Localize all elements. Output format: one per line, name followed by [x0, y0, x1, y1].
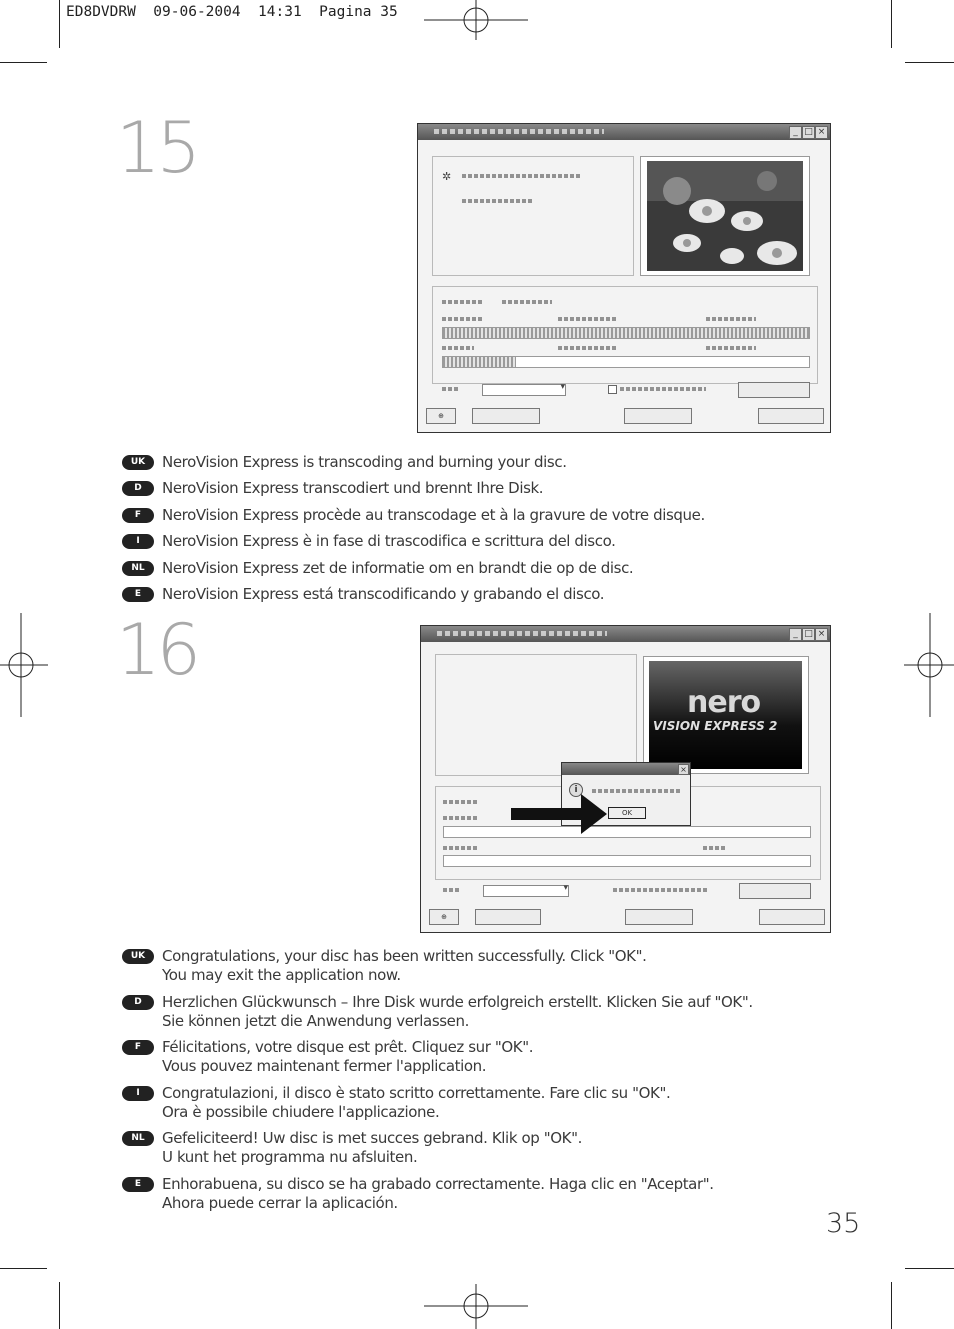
abort-button[interactable]	[758, 408, 824, 424]
vision-express-wordmark: VISION EXPRESS 2	[653, 719, 778, 733]
info-field	[443, 855, 811, 867]
minimize-icon: _	[789, 126, 802, 139]
translation-text: Herzlichen Glückwunsch – Ihre Disk wurde erfolgreich erstellt. Klicken Sie auf "OK".	[162, 992, 753, 1011]
language-badge: UK	[122, 949, 154, 964]
speed-select[interactable]	[483, 885, 569, 897]
status-line	[462, 199, 532, 203]
translation-text: NeroVision Express procède au transcodage et à la gravure de votre disque.	[162, 505, 705, 524]
info-line	[443, 846, 479, 850]
nero-logo	[649, 661, 802, 769]
options-button[interactable]	[739, 883, 811, 899]
progress-line	[706, 317, 756, 321]
translation-text: Félicitations, votre disque est prêt. Cliquez sur "OK".	[162, 1038, 534, 1057]
translation-text: Ahora puede cerrar la aplicación.	[162, 1194, 398, 1212]
registration-mark-icon	[0, 613, 48, 717]
status-line	[462, 174, 582, 178]
flower-photo-image	[647, 161, 803, 271]
progress-line	[442, 300, 482, 304]
language-badge: E	[122, 1177, 154, 1192]
step-number: 16	[116, 609, 198, 691]
language-badge: UK	[122, 455, 154, 470]
crop-mark	[905, 62, 954, 63]
nero-wordmark: nero	[687, 685, 761, 720]
translation-text: U kunt het programma nu afsluiten.	[162, 1148, 418, 1167]
page-number: 35	[826, 1208, 861, 1239]
translation-text: NeroVision Express transcodiert und brennt Ihre Disk.	[162, 479, 544, 498]
language-badge: F	[122, 508, 154, 523]
close-icon: ×	[815, 126, 828, 139]
translation-text: Ora è possibile chiudere l'applicazione.	[162, 1102, 440, 1121]
translation-text: Gefeliciteerd! Uw disc is met succes gebrand. Klik op "OK".	[162, 1129, 582, 1148]
help-button[interactable]: ⊕	[429, 909, 459, 925]
screenshot-burning-progress	[417, 123, 831, 433]
progress-line	[706, 346, 756, 350]
language-badge: D	[122, 481, 154, 496]
language-badge: NL	[122, 561, 154, 576]
registration-mark-icon	[424, 0, 528, 40]
save-button[interactable]	[625, 909, 693, 925]
progress-line	[442, 317, 482, 321]
language-badge: F	[122, 1040, 154, 1055]
screenshot-burn-complete	[420, 625, 831, 933]
shutdown-checkbox[interactable]	[608, 385, 617, 394]
option-label	[613, 888, 709, 892]
option-label	[442, 387, 458, 391]
maximize-icon: □	[802, 628, 815, 641]
translation-text: NeroVision Express está transcodificando y grabando el disco.	[162, 585, 605, 603]
translation-text: NeroVision Express zet de informatie om en brandt die op de disc.	[162, 558, 634, 577]
close-icon: ×	[815, 628, 828, 641]
burning-progress-bar	[442, 356, 810, 368]
info-icon: i	[569, 783, 583, 797]
translation-text: You may exit the application now.	[162, 966, 401, 984]
transcoding-progress-bar	[442, 327, 810, 339]
pointer-arrow-icon	[511, 792, 607, 836]
language-badge: D	[122, 995, 154, 1010]
info-line	[443, 800, 479, 804]
gear-icon: ✲	[442, 170, 452, 183]
help-button[interactable]: ⊕	[426, 408, 456, 424]
window-title	[434, 129, 604, 134]
crop-mark	[0, 62, 47, 63]
crop-mark	[59, 1282, 60, 1329]
translation-text: Sie können jetzt die Anwendung verlassen.	[162, 1011, 469, 1030]
progress-line	[558, 317, 618, 321]
speed-select[interactable]	[482, 384, 566, 396]
registration-mark-icon	[904, 613, 954, 717]
status-group	[435, 654, 637, 776]
info-line	[443, 816, 479, 820]
language-badge: E	[122, 587, 154, 602]
language-badge: I	[122, 1086, 154, 1101]
save-button[interactable]	[624, 408, 692, 424]
dialog-ok-button[interactable]: OK	[608, 807, 646, 819]
more-button[interactable]	[475, 909, 541, 925]
translation-text: Enhorabuena, su disco se ha grabado correctamente. Haga clic en "Aceptar".	[162, 1175, 714, 1193]
preview-photo	[640, 156, 810, 276]
window-titlebar	[421, 626, 830, 642]
minimize-icon: _	[789, 628, 802, 641]
translation-text: NeroVision Express è in fase di trascodifica e scrittura del disco.	[162, 532, 616, 551]
options-button[interactable]	[738, 382, 810, 398]
option-label	[620, 387, 706, 391]
crop-mark	[891, 1282, 892, 1329]
translation-text: Congratulazioni, il disco è stato scritto correttamente. Fare clic su "OK".	[162, 1083, 671, 1102]
option-label	[443, 888, 459, 892]
progress-line	[502, 300, 552, 304]
crop-mark	[905, 1268, 954, 1269]
exit-button[interactable]	[759, 909, 825, 925]
translation-text: Congratulations, your disc has been written successfully. Click "OK".	[162, 947, 647, 965]
dialog-titlebar	[562, 763, 690, 775]
info-line	[703, 846, 725, 850]
nero-logo-panel	[643, 656, 809, 774]
more-button[interactable]	[472, 408, 540, 424]
maximize-icon: □	[802, 126, 815, 139]
dialog-close-icon[interactable]: ×	[678, 764, 689, 775]
crop-mark	[0, 1268, 47, 1269]
language-badge: I	[122, 534, 154, 549]
printer-slug: ED8DVDRW 09-06-2004 14:31 Pagina 35	[66, 4, 398, 20]
language-badge: NL	[122, 1131, 154, 1146]
step-number: 15	[116, 107, 198, 189]
window-titlebar	[418, 124, 830, 140]
window-title	[437, 631, 607, 636]
crop-mark	[59, 0, 60, 48]
crop-mark	[891, 0, 892, 48]
progress-line	[442, 346, 474, 350]
translation-text: NeroVision Express is transcoding and burning your disc.	[162, 453, 567, 471]
progress-line	[558, 346, 618, 350]
registration-mark-icon	[424, 1284, 528, 1329]
translation-text: Vous pouvez maintenant fermer l'application.	[162, 1057, 487, 1076]
info-field	[443, 826, 811, 838]
